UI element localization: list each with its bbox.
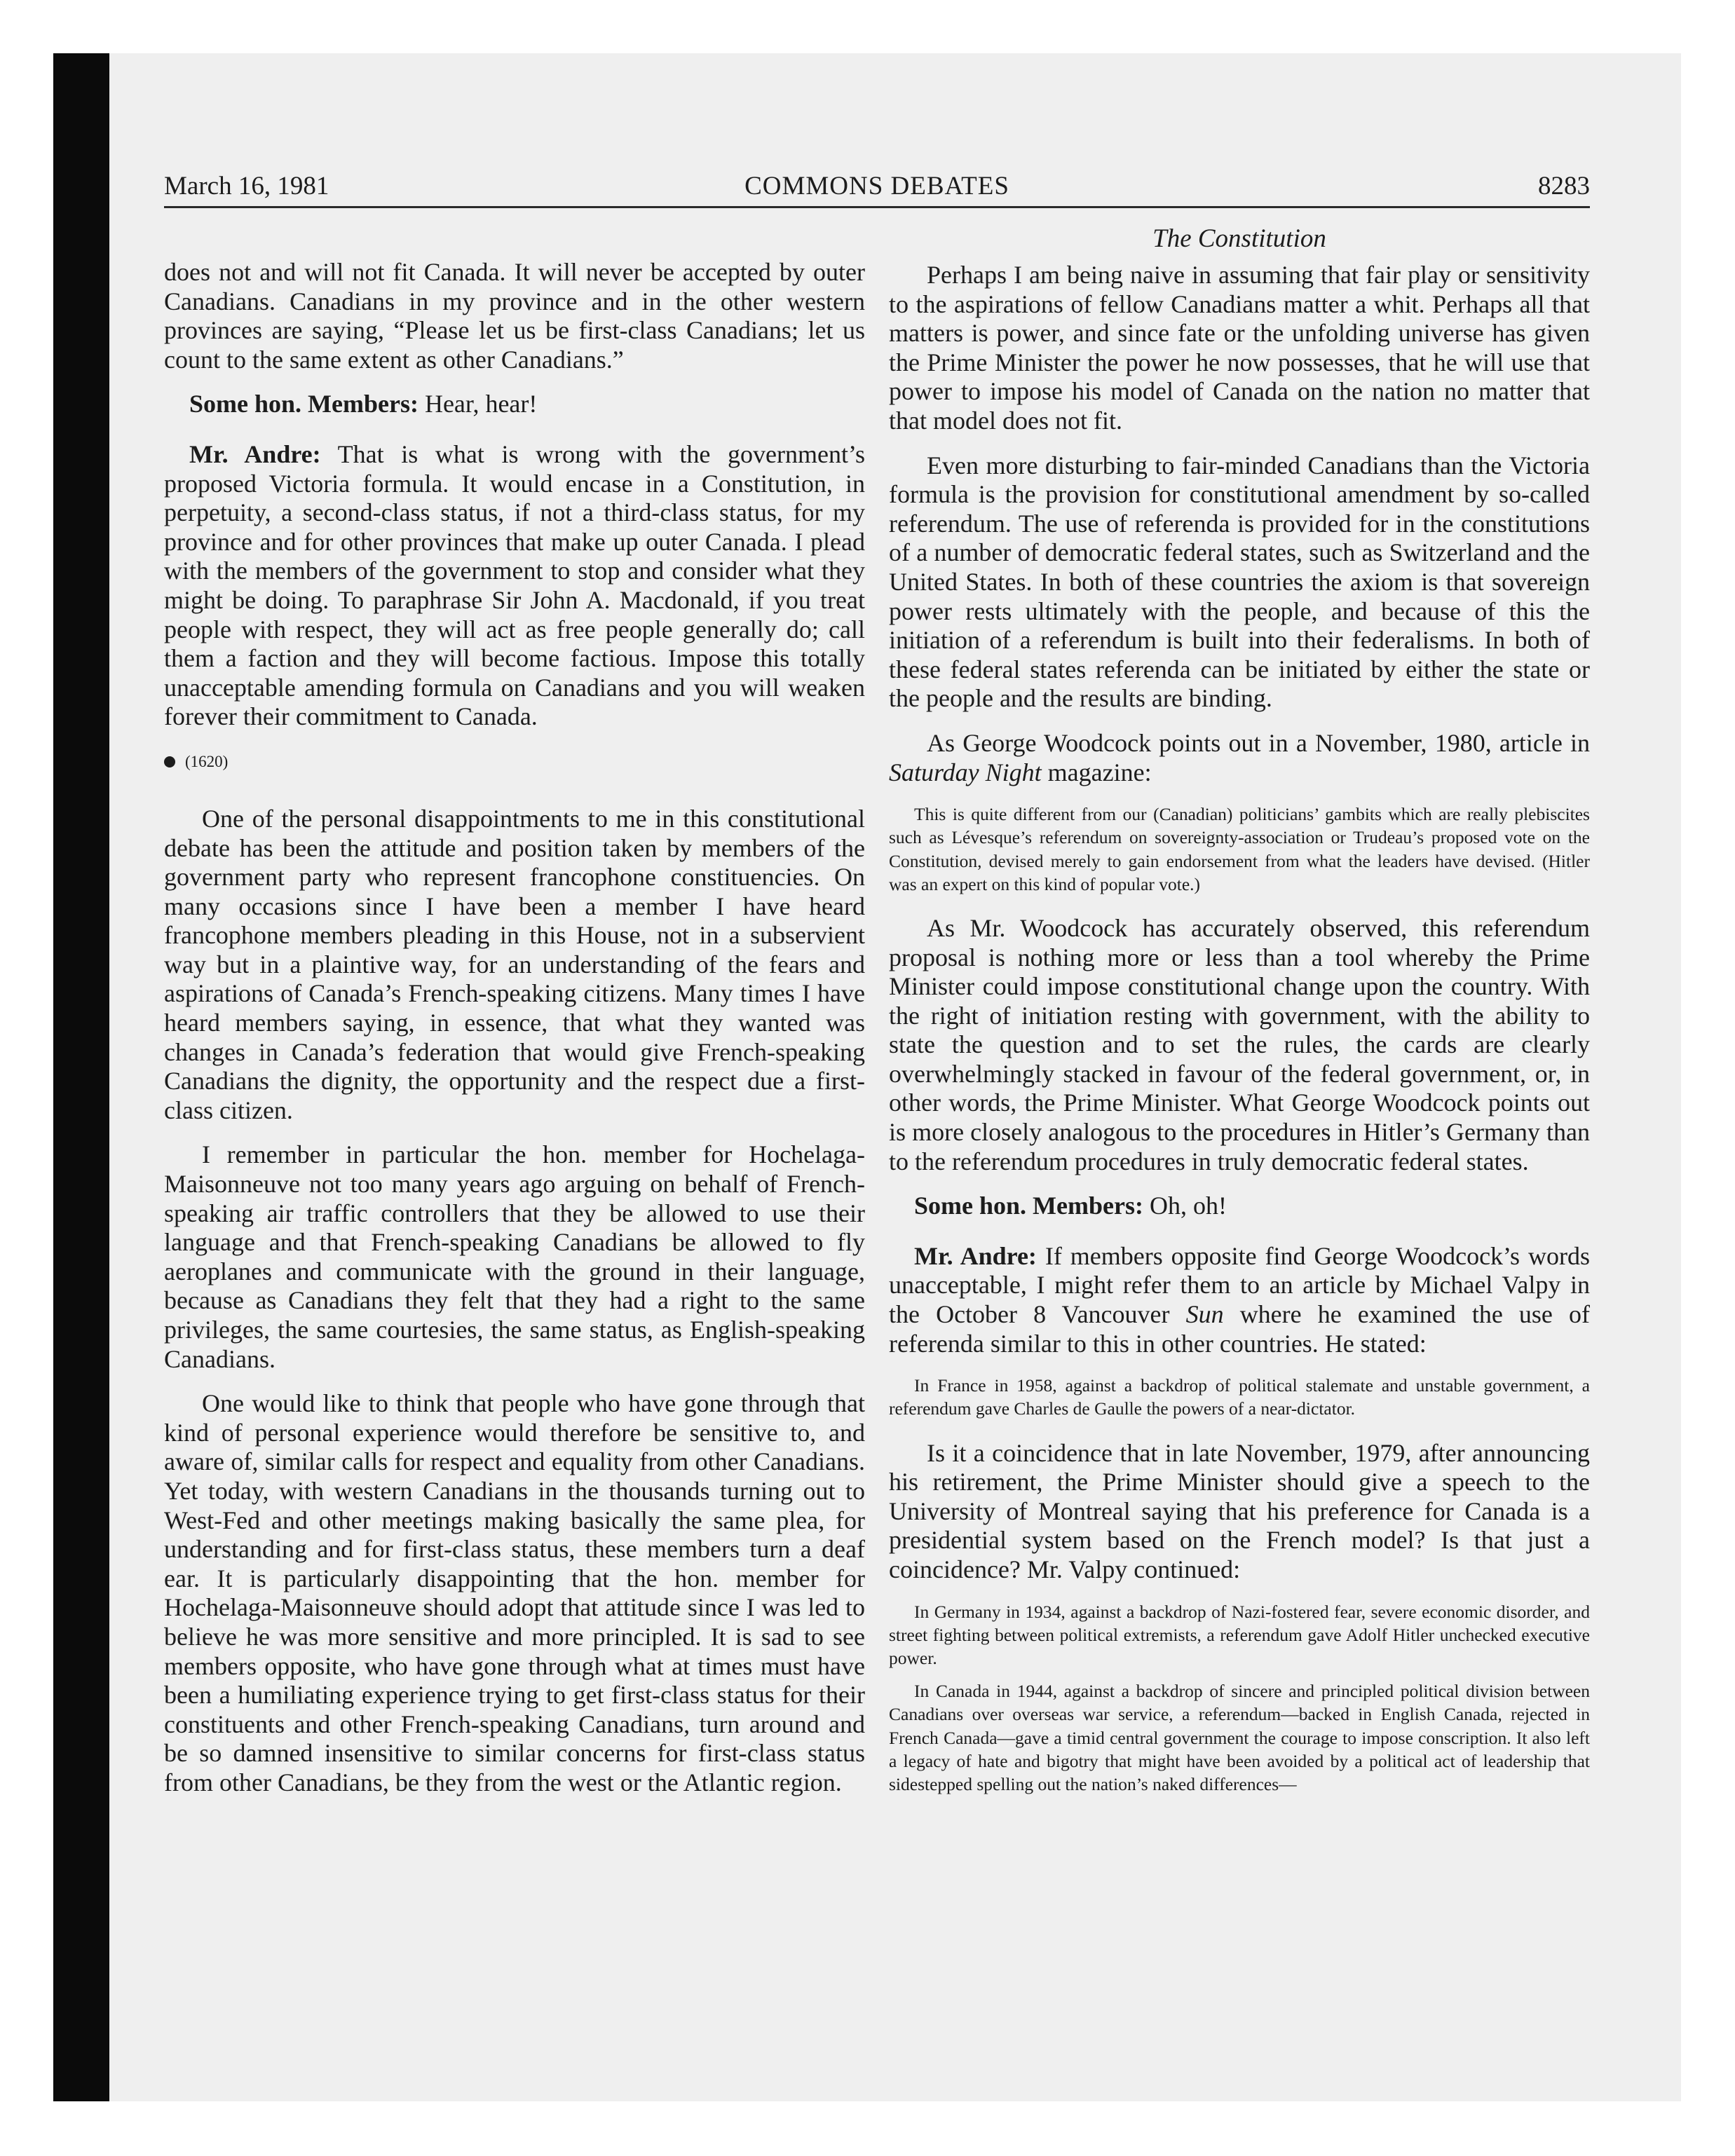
paragraph: One of the personal disappointments to me in this constitutional debate has been the attitude and position taken by members of the government party who represent francophone constituencies. On many occasions since I have been a member I have heard francophone members pleading in this House, not in a subservient way but in a plaintive way, for an understanding of the fears and aspirations of Canada’s French-speaking citizens. Many times I have heard members saying, in essence, that what they wanted was changes in Canada’s federation that would give French-speaking Canadians the dignity, the opportunity and the respect due a first-class citizen. (164, 804, 865, 1124)
left-column (164, 258, 865, 1813)
header-date: March 16, 1981 (164, 172, 329, 200)
interjection (889, 1192, 1590, 1221)
speaker-name: Mr. Andre: (189, 439, 321, 468)
section-title: The Constitution (1152, 224, 1326, 253)
paragraph: One would like to think that people who have gone through that kind of personal experience would therefore be sensitive to, and aware of, similar calls for respect and equality from other Canadians. Yet today, with western Canadians in the thousands turning out to West-Fed and other meetings making basically the same plea, for understanding and for first-class status, these members turn a deaf ear. It is particularly disappointing that the hon. member for Hochelaga-Maisonneuve should adopt that attitude since I was led to believe he was more sensitive and more principled. It is sad to see members opposite, who have gone through what at times must have been a humiliating experience trying to get first-class status for their constituents and other French-speaking Canadians, turn around and be so damned insensitive to similar concerns for first-class status from other Canadians, be they from the west or the Atlantic region. (164, 1389, 865, 1796)
speech-text: where he examined the use of referenda similar to this in other countries. He stated: (889, 1300, 1590, 1358)
paragraph (889, 729, 1590, 787)
paragraph: Even more disturbing to fair-minded Canadians than the Victoria formula is the provision for constitutional amendment by so-called referendum. The use of referenda is provided for in the constitutions of a number of democratic federal states, such as Switzerland and the United States. In both of these countries the axiom is that sovereign power rests ultimately with the people, and because of this the initiation of a referendum is built into their federalisms. In both of these federal states referenda can be initiated by either the state or the people and the results are binding. (889, 451, 1590, 713)
time-marker-text: (1620) (185, 752, 229, 770)
interjection-text: Oh, oh! (1143, 1192, 1227, 1220)
paragraph-text: magazine: (1041, 758, 1152, 786)
speech (889, 1242, 1590, 1358)
speaker-name: Some hon. Members: (189, 390, 419, 418)
block-quote: In France in 1958, against a backdrop of political stalemate and unstable government, a referendum gave Charles de Gaulle the powers of a near-dictator. (889, 1375, 1590, 1419)
scan-edge-bar (53, 53, 109, 2101)
block-quote: In Canada in 1944, against a backdrop of sincere and principled political division between Canadians over overseas war service, a referendum—backed in English Canada, rejected in French Canada—gave a timid central government the courage to impose conscription. It also left a legacy of hate and bigotry that might have been avoided by a political act of leadership that sidestepped spelling out the nation’s naked differences— (889, 1681, 1590, 1795)
paragraph: Perhaps I am being naive in assuming that fair play or sensitivity to the aspirations of fellow Canadians matter a whit. Perhaps all that matters is power, and since fate or the unfolding universe has given the Prime Minister the power he now possesses, that he will use that power to impose his model of Canada on the nation no matter that that model does not fit. (889, 261, 1590, 435)
header-page-number: 8283 (1538, 172, 1590, 200)
publication-title: Saturday Night (889, 758, 1042, 786)
time-marker (164, 750, 865, 774)
block-quote: In Germany in 1934, against a backdrop of Nazi-fostered fear, severe economic disorder, and street fighting between political extremists, a referendum gave Adolf Hitler unchecked executive power. (889, 1601, 1590, 1668)
header-title: COMMONS DEBATES (744, 172, 1009, 200)
speaker-name: Some hon. Members: (914, 1192, 1143, 1220)
right-column (889, 224, 1590, 1814)
page-header (164, 171, 1590, 208)
speaker-name: Mr. Andre: (914, 1241, 1037, 1270)
interjection-text: Hear, hear! (418, 390, 538, 418)
paragraph: I remember in particular the hon. member for Hochelaga-Maisonneuve not too many years ago arguing on behalf of French-speaking air traffic controllers that they be allowed to use their language and that French-speaking Canadians be allowed to fly aeroplanes and communicate with the ground in their language, because as Canadians they felt that they had a right to the same privileges, the same courtesies, the same status, as English-speaking Canadians. (164, 1140, 865, 1373)
bullet-icon (164, 756, 175, 767)
paragraph: Is it a coincidence that in late November, 1979, after announcing his retirement, the Prime Minister should give a speech to the University of Montreal saying that his preference for Canada is a presidential system based on the French model? Is that just a coincidence? Mr. Valpy continued: (889, 1438, 1590, 1583)
paragraph: does not and will not fit Canada. It will never be accepted by outer Canadians. Canadians in my province and in the other western provinces are saying, “Please let us be first-class Canadians; let us count to the same extent as other Canadians.” (164, 258, 865, 374)
paragraph-text: As George Woodcock points out in a November, 1980, article in (927, 728, 1590, 757)
publication-title: Sun (1185, 1300, 1224, 1329)
interjection (164, 390, 865, 419)
paragraph: As Mr. Woodcock has accurately observed, this referendum proposal is nothing more or less than a tool whereby the Prime Minister could impose constitutional change upon the country. With the right of initiation resting with government, with the ability to state the question and to set the rules, the cards are clearly overwhelmingly stacked in favour of the federal government, or, in other words, the Prime Minister. What George Woodcock points out is more closely analogous to the procedures in Hitler’s Germany than to the referendum procedures in truly democratic federal states. (889, 913, 1590, 1175)
block-quote: This is quite different from our (Canadian) politicians’ gambits which are really plebiscites such as Lévesque’s referendum on sovereignty-association or Trudeau’s proposed vote on the Constitution, devised merely to gain endorsement from what the leaders have devised. (Hitler was an expert on this kind of popular vote.) (889, 804, 1590, 894)
speech (164, 440, 865, 732)
speech-text: If members opposite find George Woodcock’s words unacceptable, I might refer them to an article by Michael Valpy in the October 8 Vancouver (889, 1241, 1590, 1329)
speech-text: That is what is wrong with the government’s proposed Victoria formula. It would encase in a Constitution, in perpetuity, a second-class status, if not a third-class status, for my province and for other provinces that make up outer Canada. I plead with the members of the government to stop and consider what they might be doing. To paraphrase Sir John A. Macdonald, if you treat people with respect, they will act as free people generally do; call them a faction and they will become factious. Impose this totally unacceptable amending formula on Canadians and you will weaken forever their commitment to Canada. (164, 439, 865, 731)
